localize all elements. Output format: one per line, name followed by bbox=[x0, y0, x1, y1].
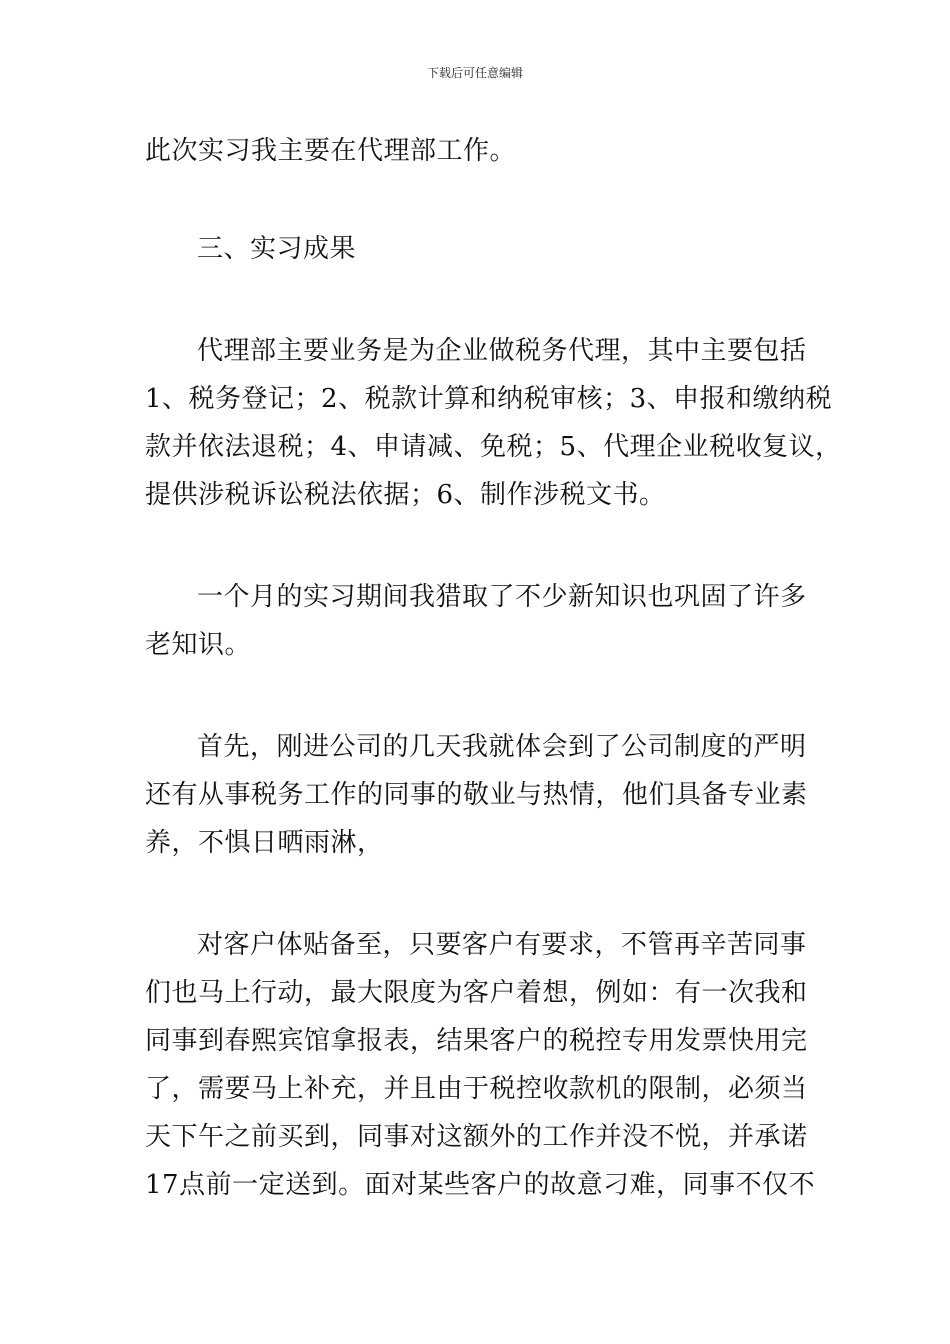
text-line: 还有从事税务工作的同事的敬业与热情，他们具备专业素 bbox=[145, 780, 808, 810]
text-line: 此次实习我主要在代理部工作。 bbox=[145, 136, 517, 166]
text-line: 款并依法退税；4、申请减、免税；5、代理企业税收复议， bbox=[145, 432, 842, 462]
text-line: 养，不惧日晒雨淋， bbox=[145, 828, 384, 858]
text-line: 同事到春熙宾馆拿报表，结果客户的税控专用发票快用完 bbox=[145, 1026, 808, 1056]
text-line: 一个月的实习期间我猎取了不少新知识也巩固了许多 bbox=[197, 582, 807, 612]
text-line: 17点前一定送到。面对某些客户的故意刁难，同事不仅不 bbox=[145, 1170, 816, 1200]
page-header-note: 下载后可任意编辑 bbox=[426, 66, 523, 80]
text-line: 提供涉税诉讼税法依据；6、制作涉税文书。 bbox=[145, 480, 666, 510]
text-line: 对客户体贴备至，只要客户有要求，不管再辛苦同事 bbox=[197, 930, 807, 960]
text-line: 天下午之前买到，同事对这额外的工作并没不悦，并承诺 bbox=[145, 1122, 808, 1152]
text-line: 首先，刚进公司的几天我就体会到了公司制度的严明 bbox=[197, 732, 807, 762]
text-line: 1、税务登记；2、税款计算和纳税审核；3、申报和缴纳税 bbox=[145, 384, 833, 414]
text-line: 代理部主要业务是为企业做税务代理，其中主要包括 bbox=[197, 336, 807, 366]
text-line: 了，需要马上补充，并且由于税控收款机的限制，必须当 bbox=[145, 1074, 808, 1104]
section-heading: 三、实习成果 bbox=[197, 234, 357, 264]
text-line: 老知识。 bbox=[145, 630, 252, 660]
text-line: 们也马上行动，最大限度为客户着想，例如：有一次我和 bbox=[145, 978, 808, 1008]
